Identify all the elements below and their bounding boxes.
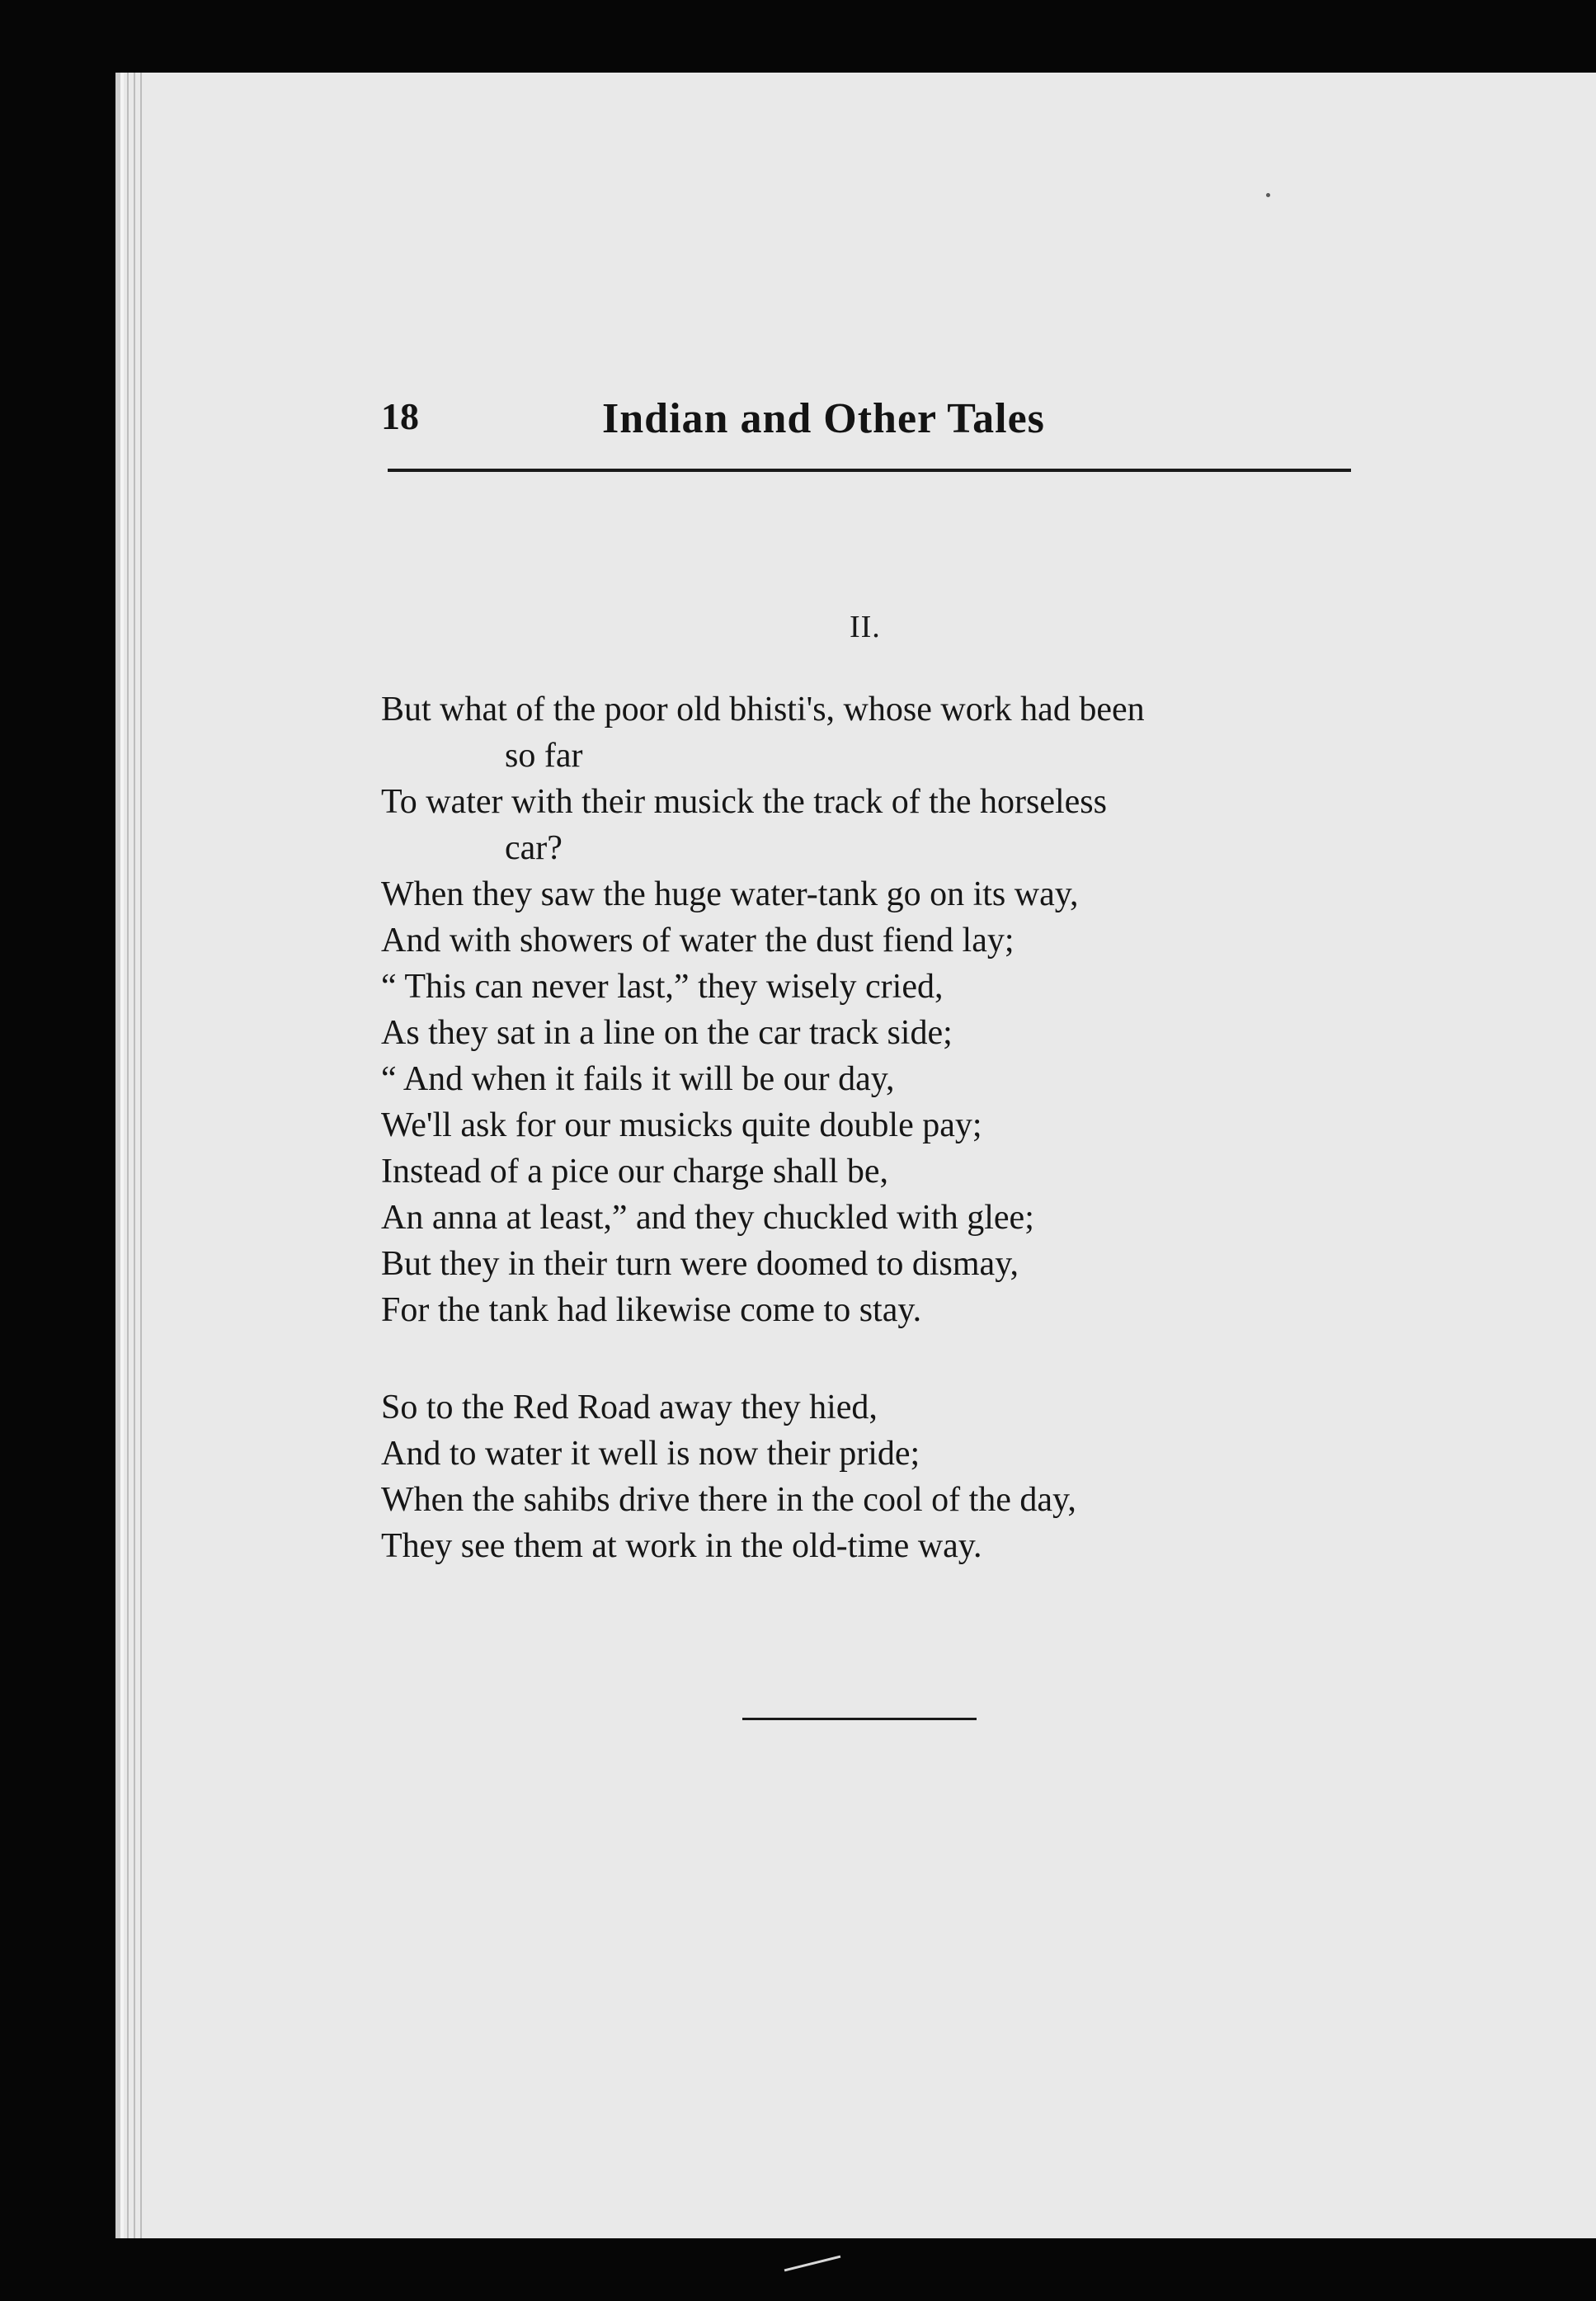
page-number: 18 — [381, 395, 419, 437]
page-edge-line — [140, 73, 142, 2238]
page-edge-line — [134, 73, 135, 2238]
poem-line: When they saw the huge water-tank go on its way, — [381, 875, 1079, 913]
end-rule — [742, 1718, 977, 1720]
poem-line: But they in their turn were doomed to dismay, — [381, 1245, 1019, 1283]
header-rule — [388, 469, 1351, 472]
stanza-2 — [381, 1384, 1371, 1569]
scan-speck — [1266, 193, 1270, 197]
poem-line: But what of the poor old bhisti's, whose work had been — [381, 691, 1145, 728]
running-title: Indian and Other Tales — [602, 395, 1045, 442]
poem-line: We'll ask for our musicks quite double pay; — [381, 1106, 982, 1144]
stanza-break — [381, 1333, 1371, 1384]
poem-line: And with showers of water the dust fiend lay; — [381, 922, 1015, 960]
poem-line-continuation: so far — [505, 737, 583, 775]
poem-line: As they sat in a line on the car track side; — [381, 1014, 953, 1052]
poem-line: “ And when it fails it will be our day, — [381, 1060, 895, 1098]
stanza-1 — [381, 686, 1371, 1333]
poem-line: And to water it well is now their pride; — [381, 1435, 920, 1473]
poem-line: An anna at least,” and they chuckled with glee; — [381, 1199, 1034, 1237]
poem-line: Instead of a pice our charge shall be, — [381, 1153, 888, 1191]
poem-line: So to the Red Road away they hied, — [381, 1389, 878, 1426]
section-number: II. — [850, 610, 881, 644]
poem-line-continuation: car? — [505, 829, 563, 867]
poem-line: They see them at work in the old-time way. — [381, 1527, 982, 1565]
poem-text — [381, 686, 1371, 1569]
page-edge-line — [127, 73, 129, 2238]
poem-line: For the tank had likewise come to stay. — [381, 1291, 922, 1329]
poem-line: To water with their musick the track of the horseless — [381, 783, 1107, 821]
scan-mark — [784, 2256, 841, 2272]
page-header — [381, 394, 1354, 444]
poem-line: When the sahibs drive there in the cool of the day, — [381, 1481, 1076, 1519]
poem-line: “ This can never last,” they wisely cried, — [381, 968, 944, 1006]
